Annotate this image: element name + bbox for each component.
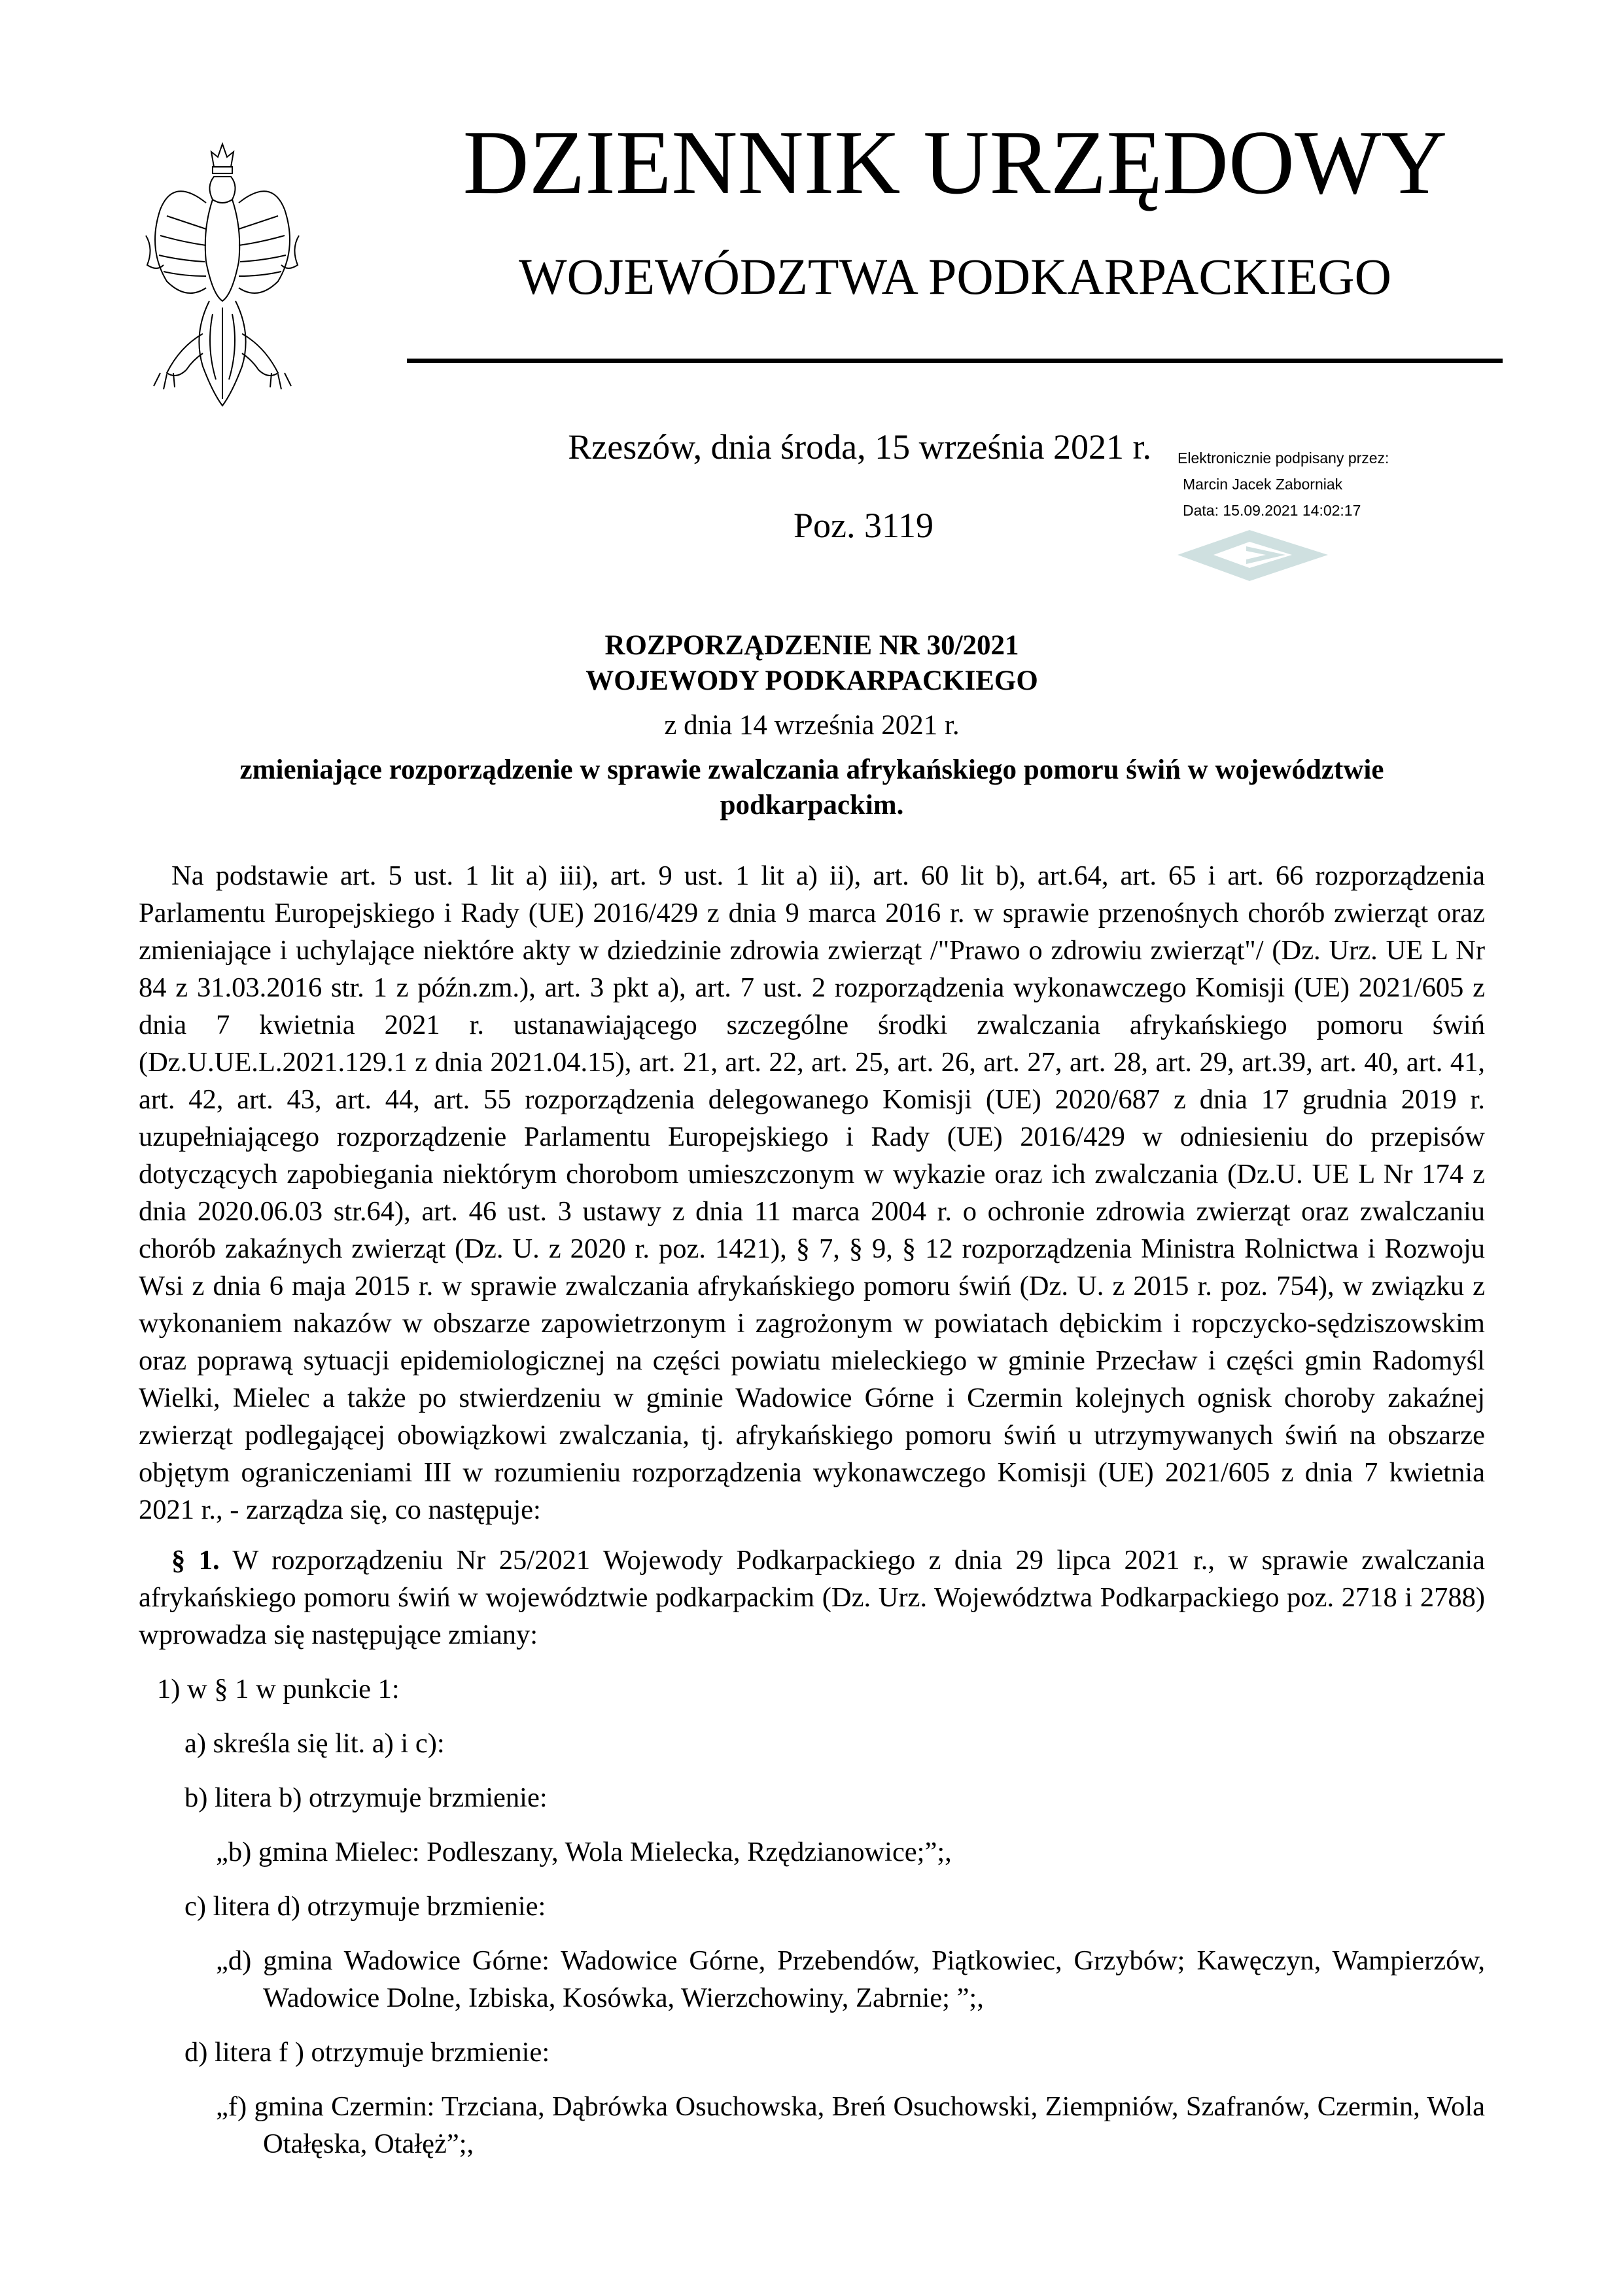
polish-eagle-emblem-icon	[141, 137, 304, 412]
regulation-title-line2: WOJEWODY PODKARPACKIEGO	[585, 665, 1038, 696]
signature-name: Marcin Jacek Zaborniak	[1183, 476, 1343, 493]
position-number: Poz. 3119	[794, 506, 934, 545]
masthead-title: DZIENNIK URZĘDOWY	[462, 112, 1448, 213]
regulation-subject: zmieniające rozporządzenie w sprawie zwalczania afrykańskiego pomoru świń w województwie podkarpackim.	[239, 754, 1384, 821]
regulation-date: z dnia 14 września 2021 r.	[664, 710, 960, 741]
section-1-text: W rozporządzeniu Nr 25/2021 Wojewody Podkarpackiego z dnia 29 lipca 2021 r., w sprawie zwalczania afrykańskiego pomoru świń w województwie podkarpackim (Dz. Urz. Województwa Podkarpackiego poz. 2718 i 2788) wprowadza się następujące zmiany:	[139, 1545, 1486, 1650]
quoted-amendment-f: „f) gmina Czermin: Trzciana, Dąbrówka Osuchowska, Breń Osuchowski, Ziempniów, Szafranów, Czermin, Wola Otałęska, Otałęż”;,	[216, 2091, 1485, 2159]
signature-date: Data: 15.09.2021 14:02:17	[1183, 502, 1361, 519]
list-item-b: b) litera b) otrzymuje brzmienie:	[184, 1782, 548, 1813]
signature-label: Elektronicznie podpisany przez:	[1178, 450, 1389, 467]
masthead-divider	[407, 359, 1503, 363]
list-item-point-1: 1) w § 1 w punkcie 1:	[157, 1674, 400, 1704]
quoted-amendment-d: „d) gmina Wadowice Górne: Wadowice Górne, Przebendów, Piątkowiec, Grzybów; Kawęczyn, Wampierzów, Wadowice Dolne, Izbiska, Kosówka, Wierzchowiny, Zabrnie; ”;,	[216, 1945, 1485, 2013]
regulation-title-line1: ROZPORZĄDZENIE NR 30/2021	[604, 630, 1019, 661]
preamble-paragraph: Na podstawie art. 5 ust. 1 lit a) iii), art. 9 ust. 1 lit a) ii), art. 60 lit b), art.64, art. 65 i art. 66 rozporządzenia Parlamentu Europejskiego i Rady (UE) 2016/429 z dnia 9 marca 2016 r. w sprawie przenośnych chorób zwierząt oraz zmieniające i uchylające niektóre akty w dziedzinie zdrowia zwierząt /"Prawo o zdrowiu zwierząt"/ (Dz. Urz. UE L Nr 84 z 31.03.2016 str. 1 z późn.zm.), art. 3 pkt a), art. 7 ust. 2 rozporządzenia wykonawczego Komisji (UE) 2021/605 z dnia 7 kwietnia 2021 r. ustanawiającego szczególne środki zwalczania afrykańskiego pomoru świń (Dz.U.UE.L.2021.129.1 z dnia 2021.04.15), art. 21, art. 22, art. 25, art. 26, art. 27, art. 28, art. 29, art.39, art. 40, art. 41, art. 42, art. 43, art. 44, art. 55 rozporządzenia delegowanego Komisji (UE) 2020/687 z dnia 17 grudnia 2019 r. uzupełniającego rozporządzenie Parlamentu Europejskiego i Rady (UE) 2016/429 w odniesieniu do przepisów dotyczących zapobiegania niektórym chorobom umieszczonym w wykazie oraz ich zwalczania (Dz.U. UE L Nr 174 z dnia 2020.06.03 str.64), art. 46 ust. 3 ustawy z dnia 11 marca 2004 r. o ochronie zdrowia zwierząt oraz zwalczaniu chorób zakaźnych zwierząt (Dz. U. z 2020 r. poz. 1421), § 7, § 9, § 12 rozporządzenia Ministra Rolnictwa i Rozwoju Wsi z dnia 6 maja 2015 r. w sprawie zwalczania afrykańskiego pomoru świń (Dz. U. z 2015 r. poz. 754), w związku z wykonaniem nakazów w obszarze zapowietrzonym i zagrożonym w powiatach dębickim i ropczycko-sędziszowskim oraz poprawą sytuacji epidemiologicznej na części powiatu mieleckiego w gminie Przecław i części gmin Radomyśl Wielki, Mielec a także po stwierdzeniu w gminie Wadowice Górne i Czermin kolejnych ognisk choroby zakaźnej zwierząt podlegającej obowiązkowi zwalczania, tj. afrykańskiego pomoru świń u utrzymywanych świń na obszarze objętym ograniczeniami III w rozumieniu rozporządzenia wykonawczego Komisji (UE) 2021/605 z dnia 7 kwietnia 2021 r., - zarządza się, co następuje:	[139, 860, 1485, 1525]
document-body	[139, 628, 1485, 2163]
masthead-subtitle: WOJEWÓDZTWA PODKARPACKIEGO	[519, 248, 1391, 305]
section-1-paragraph	[139, 1542, 1485, 1653]
place-date: Rzeszów, dnia środa, 15 września 2021 r.	[568, 427, 1151, 467]
list-item-d: d) litera f ) otrzymuje brzmienie:	[184, 2037, 550, 2068]
e-signature-mark-icon	[1178, 530, 1328, 582]
section-1-label: § 1.	[171, 1545, 220, 1576]
list-item-c: c) litera d) otrzymuje brzmienie:	[184, 1891, 546, 1922]
quoted-amendment-b: „b) gmina Mielec: Podleszany, Wola Mielecka, Rzędzianowice;”;,	[216, 1837, 952, 1867]
electronic-signature	[1178, 445, 1485, 523]
list-item-a: a) skreśla się lit. a) i c):	[184, 1728, 445, 1759]
regulation-title	[139, 628, 1485, 699]
